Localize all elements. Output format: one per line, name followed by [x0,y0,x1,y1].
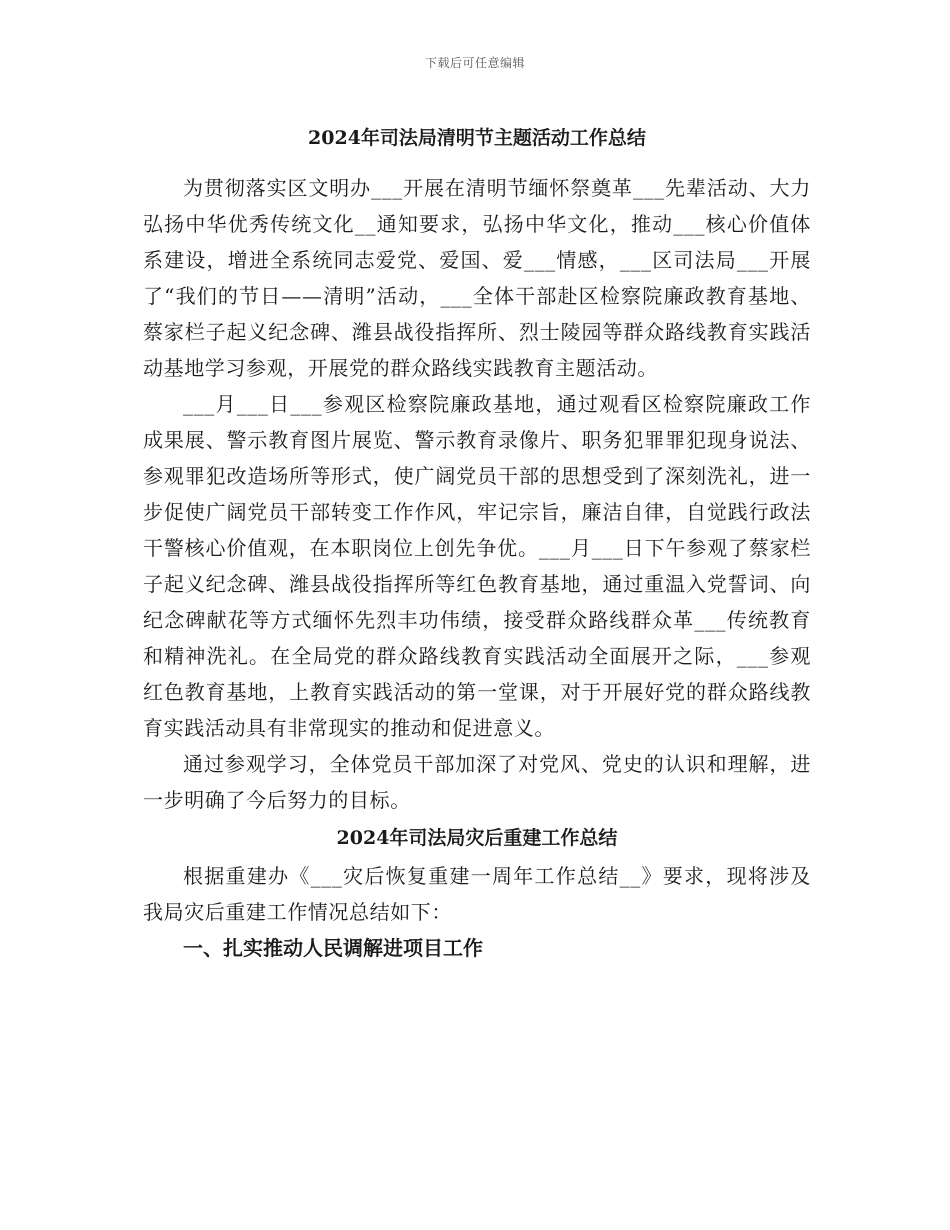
doc1-title: 2024年司法局清明节主题活动工作总结 [308,127,646,149]
header-note: 下载后可任意编辑 [424,56,525,70]
document-body [143,118,811,966]
doc2-title: 2024年司法局灾后重建工作总结 [336,827,618,849]
doc1-paragraph-1: 为贯彻落实区文明办___开展在清明节缅怀祭奠革___先辈活动、大力弘扬中华优秀传统文化__通知要求，弘扬中华文化，推动___核心价值体系建设，增进全系统同志爱党、爱国、爱___情感，___区司法局___开展了“我们的节日——清明”活动，___全体干部赴区检察院廉政教育基地、蔡家栏子起义纪念碑、潍县战役指挥所、烈士陵园等群众路线教育实践活动基地学习参观，开展党的群众路线实践教育主题活动。 [143,176,811,380]
doc2-section-heading-1: 一、扎实推动人民调解进项目工作 [183,936,483,960]
doc2-paragraph-1: 根据重建办《___灾后恢复重建一周年工作总结__》要求，现将涉及我局灾后重建工作情况总结如下： [143,864,811,924]
doc1-paragraph-2: ___月___日___参观区检察院廉政基地，通过观看区检察院廉政工作成果展、警示教育图片展览、警示教育录像片、职务犯罪罪犯现身说法、参观罪犯改造场所等形式，使广阔党员干部的思想受到了深刻洗礼，进一步促使广阔党员干部转变工作作风，牢记宗旨，廉洁自律，自觉践行政法干警核心价值观，在本职岗位上创先争优。___月___日下午参观了蔡家栏子起义纪念碑、潍县战役指挥所等红色教育基地，通过重温入党誓词、向纪念碑献花等方式缅怀先烈丰功伟绩，接受群众路线群众革___传统教育和精神洗礼。在全局党的群众路线教育实践活动全面展开之际，___参观红色教育基地，上教育实践活动的第一堂课，对于开展好党的群众路线教育实践活动具有非常现实的推动和促进意义。 [143,392,811,740]
doc1-paragraph-3: 通过参观学习，全体党员干部加深了对党风、党史的认识和理解，进一步明确了今后努力的目标。 [143,752,811,812]
